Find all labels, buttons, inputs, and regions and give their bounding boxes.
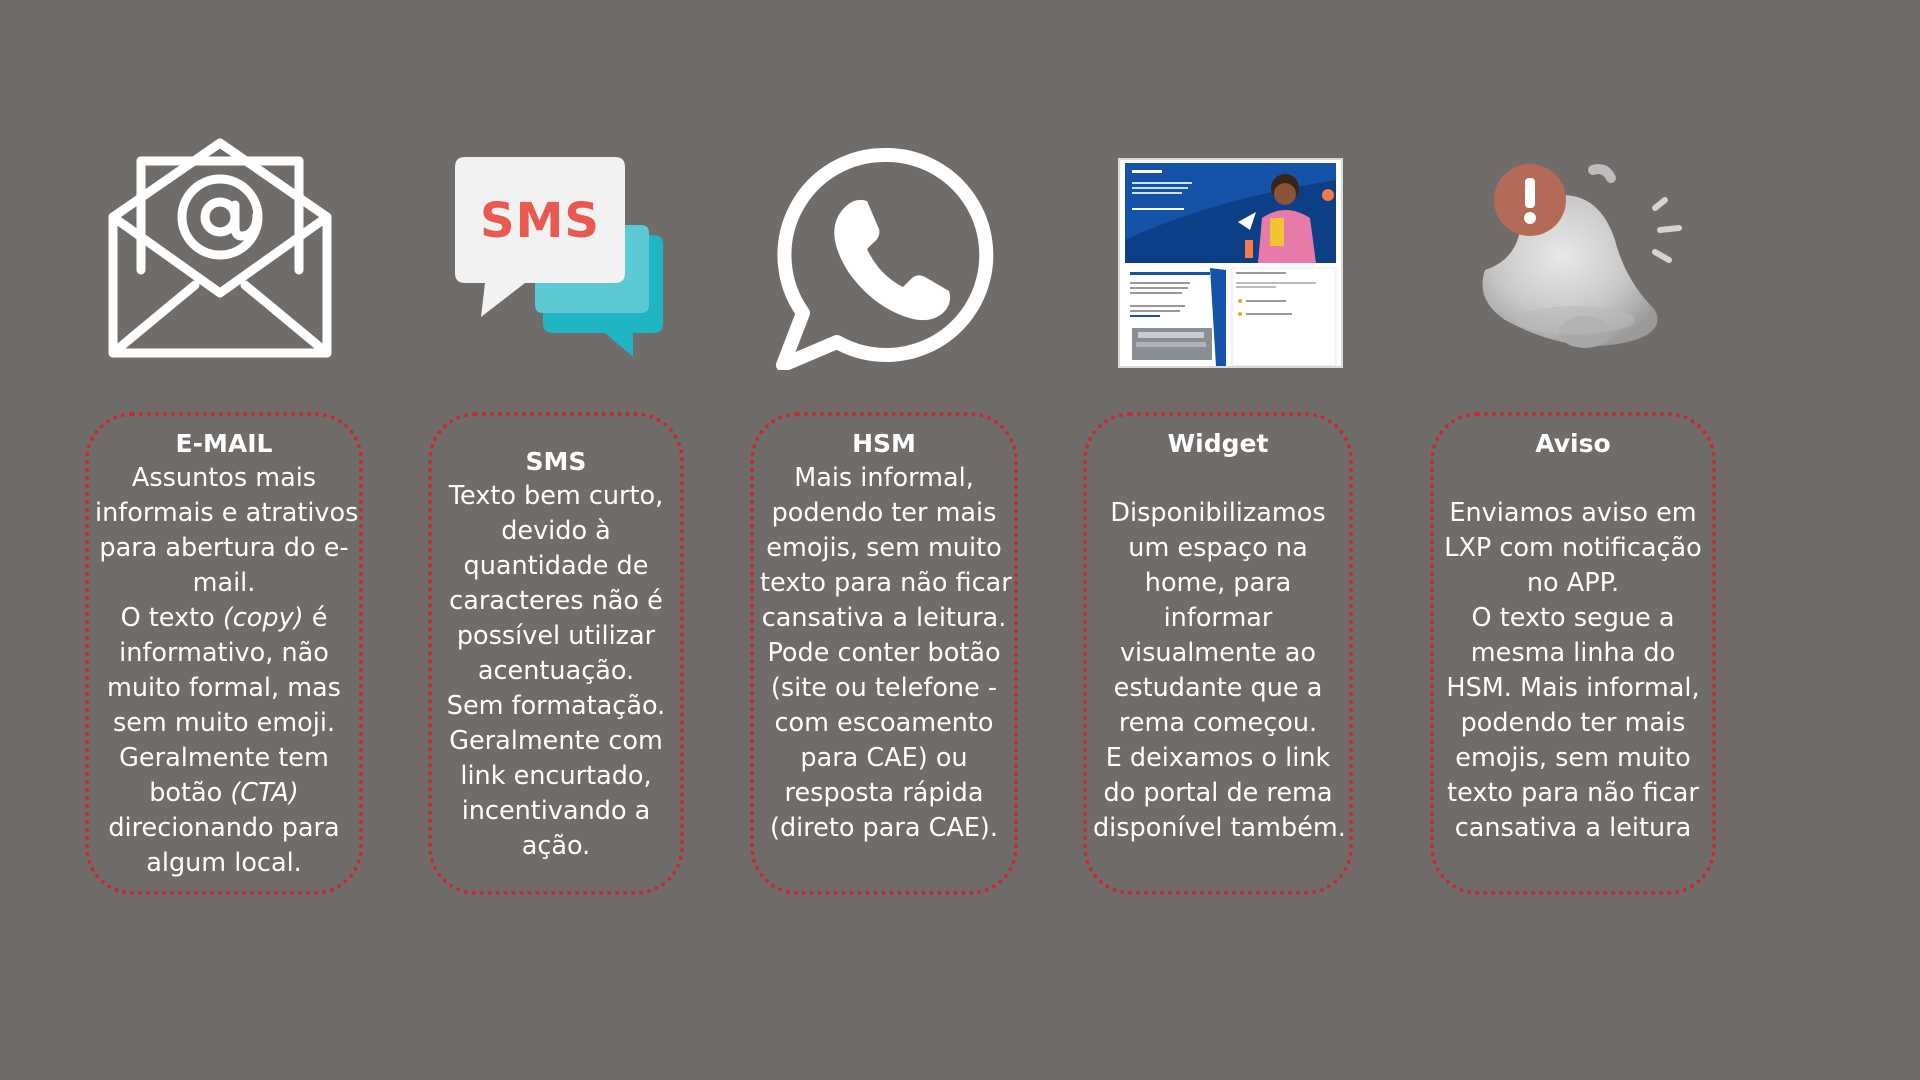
- card-text-line: HSM. Mais informal,: [1446, 673, 1700, 703]
- card-text-line: link encurtado,: [460, 761, 652, 791]
- card-text-line: O texto segue a: [1471, 603, 1675, 633]
- card-text-line: estudante que a: [1113, 673, 1323, 703]
- card-text-line: caracteres não é: [449, 586, 663, 616]
- card-text-line: no APP.: [1526, 568, 1620, 598]
- card-text-line: quantidade de: [463, 551, 649, 581]
- spacer: [1093, 461, 1343, 496]
- card-text-line: mesma linha do: [1470, 638, 1676, 668]
- card-text-line: Geralmente com: [449, 726, 663, 756]
- channel-card-widget: [1083, 412, 1353, 895]
- card-text-line: Assuntos mais: [131, 463, 317, 493]
- card-text-line: (site ou telefone -: [770, 673, 998, 703]
- card-text-line: [95, 776, 353, 811]
- card-text-line: Pode conter botão: [767, 638, 1001, 668]
- card-text-line: disponível também.: [1093, 813, 1346, 843]
- card-text-line: Disponibilizamos: [1110, 498, 1326, 528]
- card-text-line: ação.: [521, 831, 591, 861]
- card-text-line: podendo ter mais: [771, 498, 997, 528]
- card-text-line: direcionando para: [108, 813, 340, 843]
- channel-card-sms: [428, 412, 684, 895]
- card-text-line: Geralmente tem: [119, 743, 329, 773]
- card-text-line: sem muito emoji.: [112, 708, 336, 738]
- channel-card-hsm: [750, 412, 1018, 895]
- card-text-line: muito formal, mas: [107, 673, 341, 703]
- card-text-line: do portal de rema: [1103, 778, 1333, 808]
- cta-term: (CTA): [230, 778, 299, 808]
- card-text-line: acentuação.: [477, 656, 635, 686]
- card-title: HSM: [852, 429, 916, 458]
- spacer: [1440, 461, 1706, 496]
- card-text-line: home, para: [1144, 568, 1292, 598]
- whatsapp-icon: [775, 145, 1000, 370]
- sms-chat-bubbles-icon: [455, 155, 665, 360]
- copy-term: (copy): [222, 603, 304, 633]
- card-text-line: informais e atrativos: [95, 498, 359, 528]
- card-text-line: possível utilizar: [456, 621, 656, 651]
- notification-bell-icon: [1465, 160, 1685, 370]
- card-text-line: podendo ter mais: [1460, 708, 1686, 738]
- card-text-line: cansativa a leitura: [1454, 813, 1692, 843]
- card-text-line: texto para não ficar: [760, 568, 1012, 598]
- card-text-line: devido à: [501, 516, 611, 546]
- card-text-line: texto para não ficar: [1447, 778, 1699, 808]
- card-text-line: emojis, sem muito: [1455, 743, 1691, 773]
- card-text-line: informativo, não: [119, 638, 329, 668]
- copy-pre-text: O texto: [120, 603, 223, 633]
- card-text-line: resposta rápida: [784, 778, 984, 808]
- card-text-line: Mais informal,: [794, 463, 974, 493]
- card-text-line: E deixamos o link: [1105, 743, 1331, 773]
- card-text-line: para abertura do e-: [99, 533, 349, 563]
- card-text-line: [95, 601, 353, 636]
- card-text-line: rema começou.: [1118, 708, 1318, 738]
- card-text-line: emojis, sem muito: [766, 533, 1002, 563]
- card-text-line: visualmente ao: [1119, 638, 1317, 668]
- card-title: E-MAIL: [175, 429, 273, 458]
- card-title: Aviso: [1535, 429, 1611, 458]
- channel-card-aviso: [1430, 412, 1716, 895]
- widget-screenshot-icon: [1118, 158, 1343, 368]
- envelope-at-icon: [105, 135, 335, 365]
- card-text-line: Texto bem curto,: [448, 481, 664, 511]
- card-title: Widget: [1167, 429, 1269, 458]
- channel-card-email: [85, 412, 363, 895]
- card-text-line: cansativa a leitura.: [761, 603, 1007, 633]
- sms-icon-label: SMS: [480, 193, 600, 249]
- card-text-line: algum local.: [146, 848, 302, 878]
- card-text-line: Sem formatação.: [446, 691, 666, 721]
- card-title: SMS: [525, 447, 587, 476]
- card-text-line: com escoamento: [774, 708, 994, 738]
- card-text-line: (direto para CAE).: [770, 813, 998, 843]
- card-text-line: para CAE) ou: [800, 743, 968, 773]
- cta-pre-text: botão: [149, 778, 231, 808]
- card-text-line: um espaço na: [1128, 533, 1308, 563]
- card-text-line: mail.: [192, 568, 256, 598]
- card-text-line: Enviamos aviso em: [1449, 498, 1697, 528]
- copy-post-text: é: [303, 603, 328, 633]
- card-text-line: LXP com notificação: [1444, 533, 1702, 563]
- card-text-line: informar: [1163, 603, 1273, 633]
- card-text-line: incentivando a: [461, 796, 651, 826]
